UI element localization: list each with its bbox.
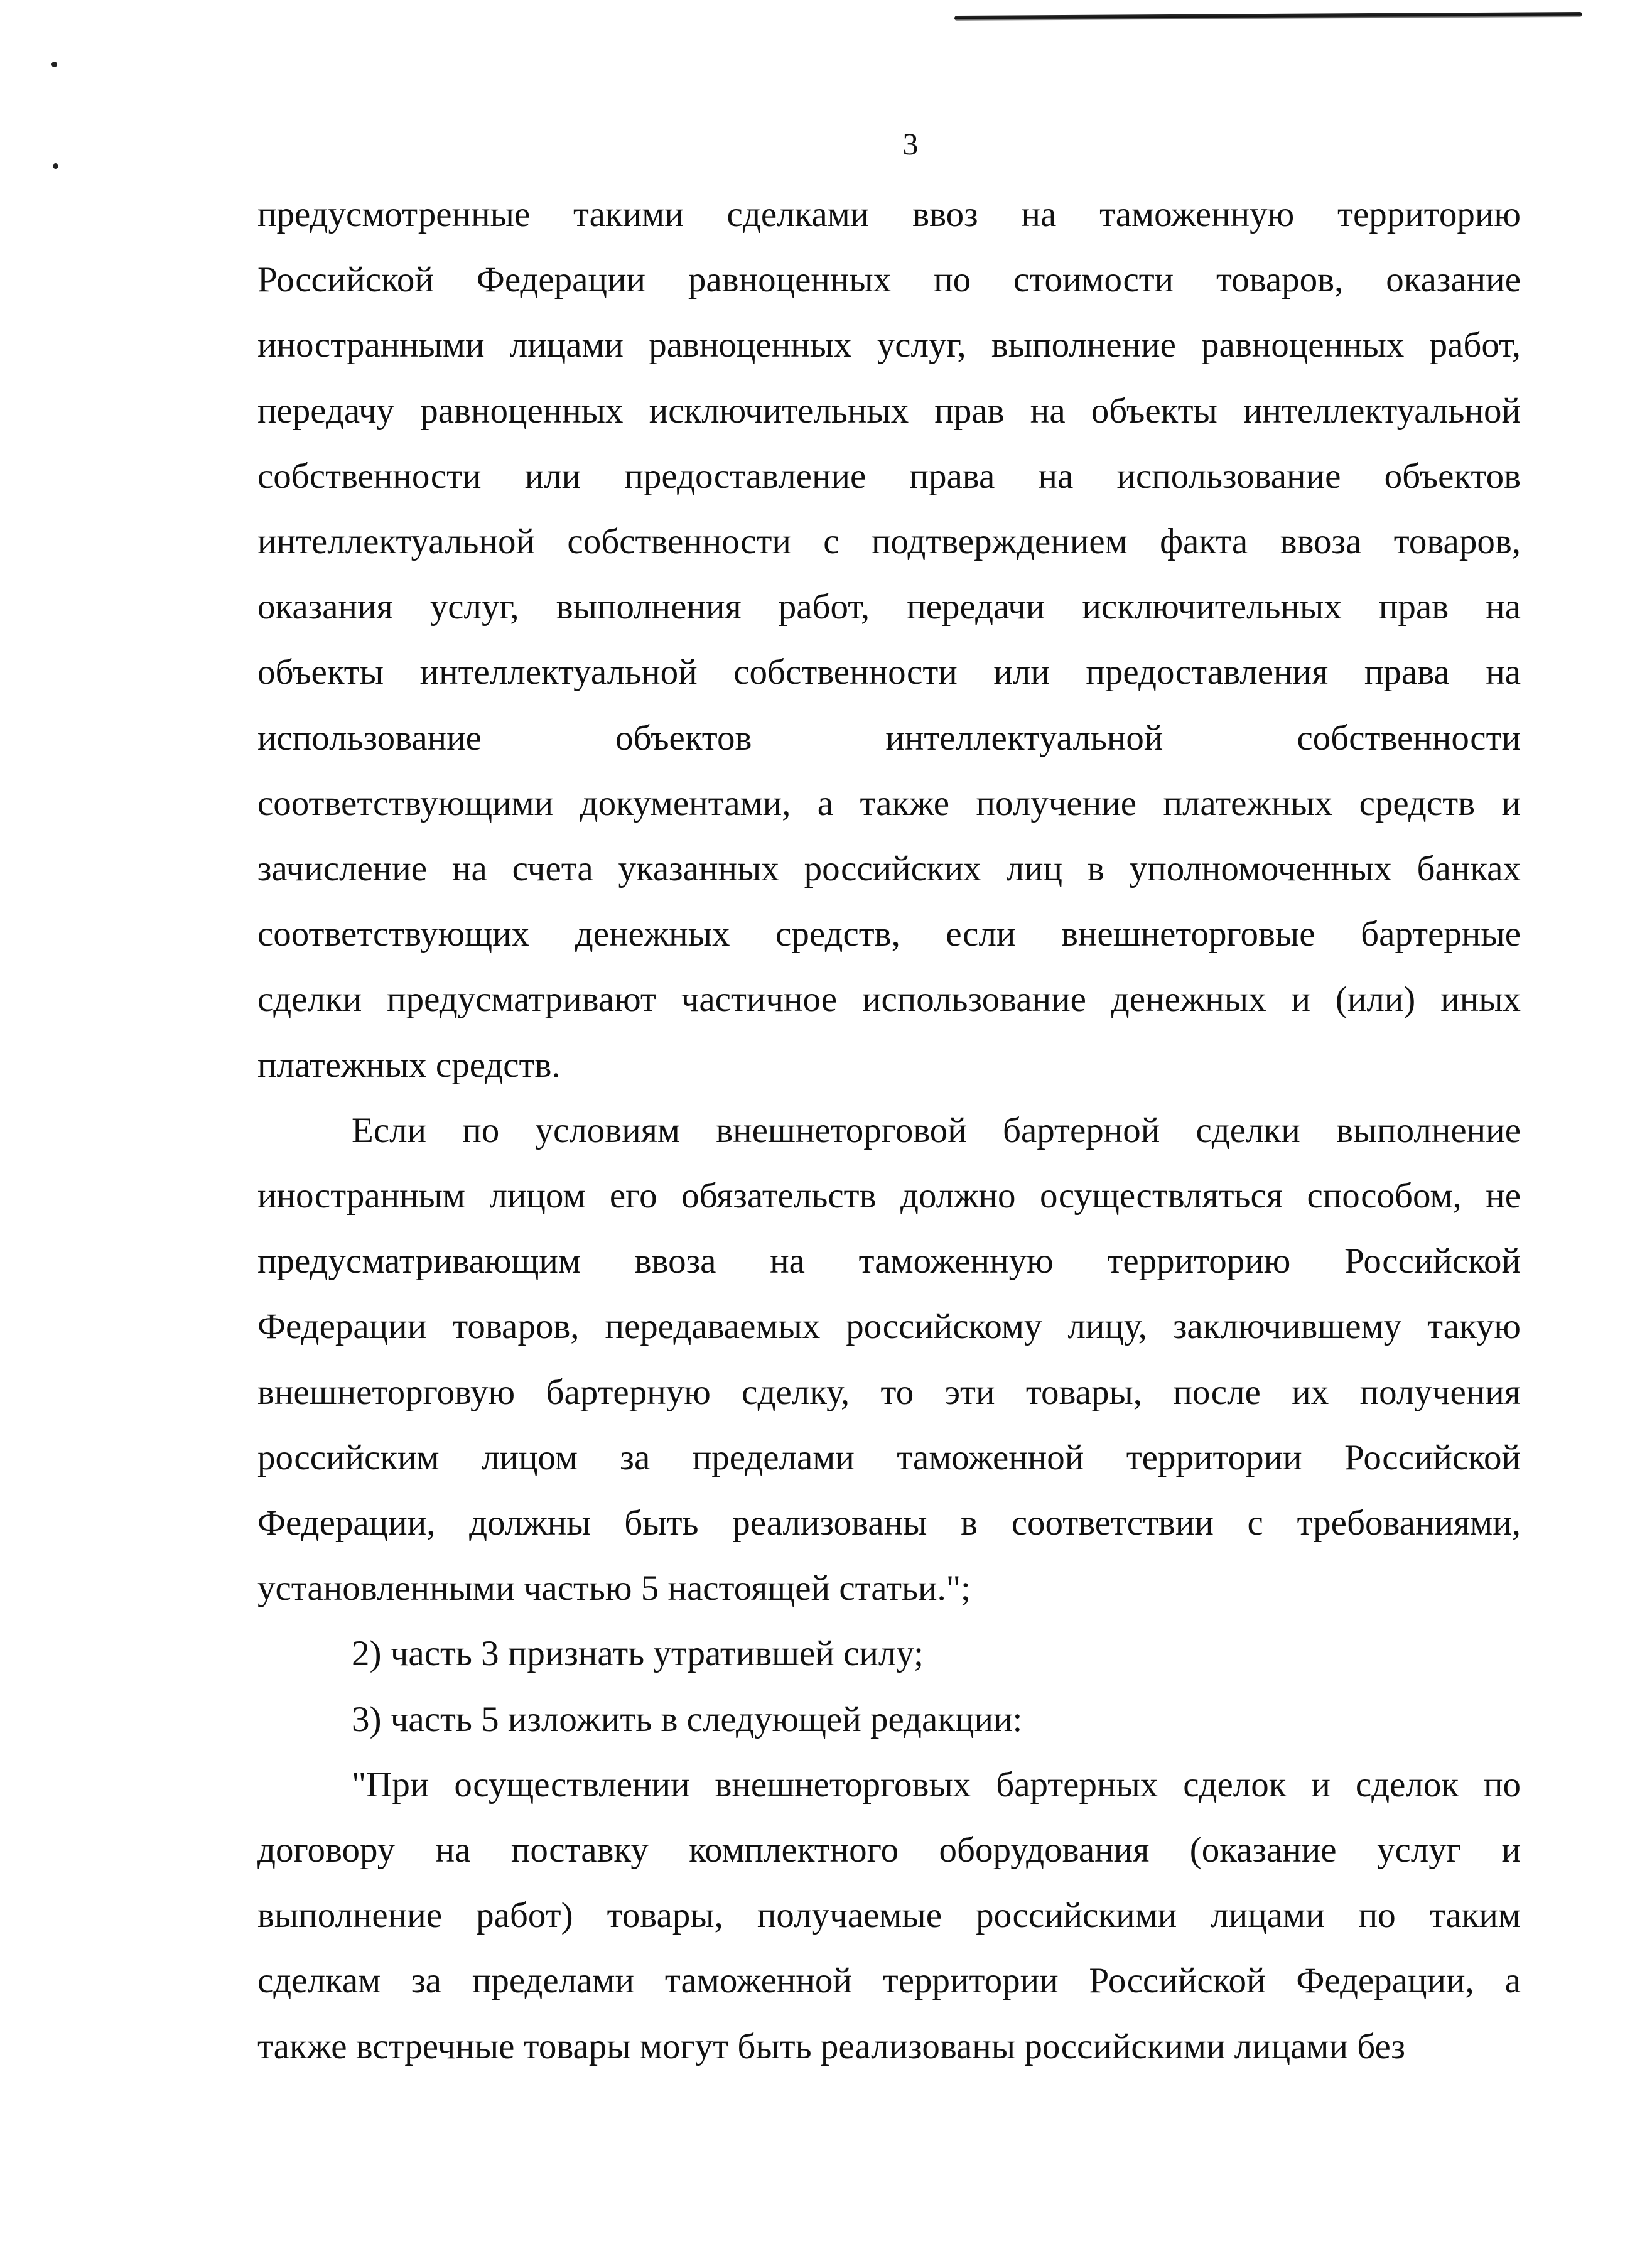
- text-line: российским лицом за пределами таможенной территории Российской: [257, 1437, 1521, 1477]
- scan-dot-mark: [51, 62, 57, 67]
- text-line: интеллектуальной собственности с подтверждением факта ввоза товаров,: [257, 522, 1521, 562]
- text-line: оказания услуг, выполнения работ, передачи исключительных прав на: [257, 587, 1521, 627]
- text-line: также встречные товары могут быть реализованы российскими лицами без: [257, 2026, 1406, 2066]
- text-line: использование объектов интеллектуальной собственности: [257, 718, 1521, 758]
- paragraph: [257, 1098, 1521, 1622]
- text-line: "При осуществлении внешнеторговых бартерных сделок и сделок по: [352, 1764, 1521, 1805]
- text-line: сделки предусматривают частичное использование денежных и (или) иных: [257, 979, 1521, 1020]
- scan-dot-mark: [53, 163, 58, 169]
- paragraph: [257, 182, 1521, 1098]
- paragraph: [257, 1621, 1521, 1686]
- text-line: внешнеторговую бартерную сделку, то эти товары, после их получения: [257, 1372, 1521, 1412]
- text-line: соответствующих денежных средств, если внешнеторговые бартерные: [257, 914, 1521, 954]
- text-line: платежных средств.: [257, 1045, 561, 1085]
- text-line: 2) часть 3 признать утратившей силу;: [352, 1634, 924, 1674]
- text-line: соответствующими документами, а также получение платежных средств и: [257, 783, 1521, 823]
- text-line: зачисление на счета указанных российских лиц в уполномоченных банках: [257, 849, 1521, 889]
- text-line: собственности или предоставление права на использование объектов: [257, 456, 1521, 496]
- text-line: Федерации товаров, передаваемых российскому лицу, заключившему такую: [257, 1307, 1521, 1347]
- text-line: передачу равноценных исключительных прав на объекты интеллектуальной: [257, 391, 1521, 431]
- scan-top-rule: [954, 12, 1582, 21]
- text-line: предусмотренные такими сделками ввоз на таможенную территорию: [257, 195, 1521, 234]
- text-line: Если по условиям внешнеторговой бартерной сделки выполнение: [352, 1110, 1521, 1150]
- text-line: предусматривающим ввоза на таможенную территорию Российской: [257, 1241, 1521, 1282]
- document-body: [257, 182, 1521, 2080]
- paragraph: [257, 1752, 1521, 2080]
- text-line: договору на поставку комплектного оборудования (оказание услуг и: [257, 1830, 1521, 1870]
- text-line: выполнение работ) товары, получаемые российскими лицами по таким: [257, 1896, 1521, 1936]
- page-number: 3: [902, 126, 919, 161]
- text-line: объекты интеллектуальной собственности или предоставления права на: [257, 652, 1521, 693]
- text-line: сделкам за пределами таможенной территории Российской Федерации, а: [257, 1961, 1521, 2001]
- text-line: установленными частью 5 настоящей статьи.";: [257, 1568, 971, 1609]
- paragraph: [257, 1687, 1521, 1752]
- text-line: Федерации, должны быть реализованы в соответствии с требованиями,: [257, 1503, 1521, 1543]
- text-line: иностранными лицами равноценных услуг, выполнение равноценных работ,: [257, 325, 1521, 365]
- text-line: 3) часть 5 изложить в следующей редакции:: [352, 1699, 1023, 1739]
- text-line: Российской Федерации равноценных по стоимости товаров, оказание: [257, 260, 1521, 300]
- text-line: иностранным лицом его обязательств должно осуществляться способом, не: [257, 1176, 1521, 1216]
